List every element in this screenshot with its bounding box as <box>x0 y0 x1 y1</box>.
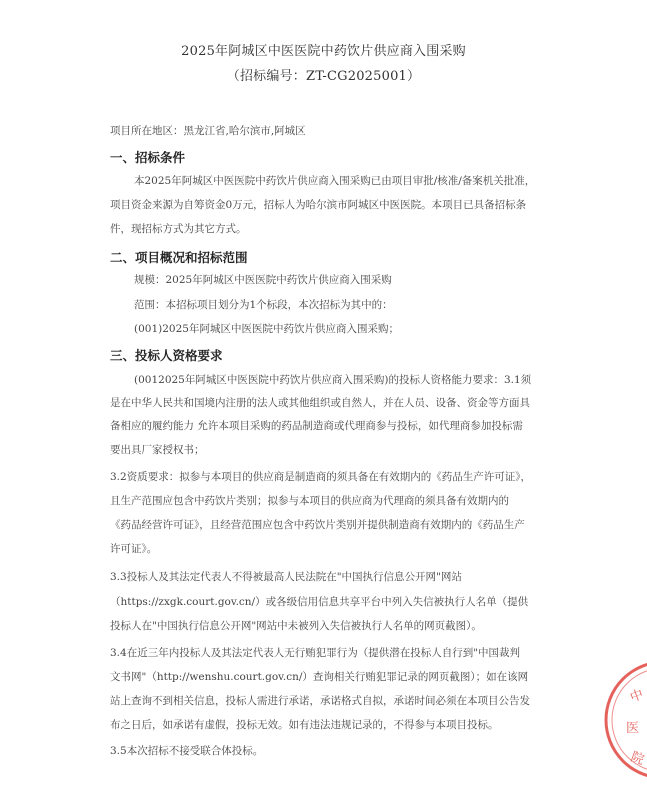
section-heading-project-overview: 二、项目概况和招标范围 <box>110 250 248 265</box>
lot-item: (001)2025年阿城区中医医院中药饮片供应商入围采购； <box>134 323 399 335</box>
paragraph-line: 是在中华人民共和国境内注册的法人或其他组织或自然人，并在人员、设备、资金等方面具 <box>110 397 530 409</box>
paragraph-line: 许可证》。 <box>110 543 158 555</box>
project-scope: 范围：本招标项目划分为1个标段，本次招标为其中的： <box>134 299 393 311</box>
project-location: 项目所在地区：黑龙江省,哈尔滨市,阿城区 <box>110 125 306 137</box>
svg-text:医: 医 <box>626 721 640 736</box>
section-heading-qualifications: 三、投标人资格要求 <box>110 348 223 363</box>
section-heading-bid-conditions: 一、招标条件 <box>110 150 186 165</box>
paragraph-line: 站上查询不到相关信息，投标人需进行承诺，承诺格式自拟，承诺时间必须在本项目公告发 <box>110 695 530 707</box>
bid-number: （招标编号：ZT-CG2025001） <box>226 69 421 84</box>
project-scale: 规模：2025年阿城区中医医院中药饮片供应商入围采购 <box>134 274 392 286</box>
document-title: 2025年阿城区中医医院中药饮片供应商入围采购 <box>181 44 466 59</box>
official-seal-stamp <box>602 650 647 790</box>
paragraph-line: 件，现招标方式为其它方式。 <box>110 223 247 235</box>
paragraph-line: 3.4在近三年内投标人及其法定代表人无行贿犯罪行为（提供潜在投标人自行到"中国裁判 <box>110 647 521 659</box>
paragraph-line: (0012025年阿城区中医医院中药饮片供应商入围采购)的投标人资格能力要求：3.1须 <box>134 374 532 386</box>
paragraph-line: 本2025年阿城区中医医院中药饮片供应商入围采购已由项目审批/核准/备案机关批准， <box>134 175 536 187</box>
paragraph-line: 《药品经营许可证》，且经营范围应包含中药饮片类别并提供制造商有效期内的《药品生产 <box>110 519 525 531</box>
paragraph-line: 要出具厂家授权书； <box>110 444 205 456</box>
svg-text:中: 中 <box>628 687 646 706</box>
svg-text:院: 院 <box>628 749 646 769</box>
paragraph-line: 3.3投标人及其法定代表人不得被最高人民法院在"中国执行信息公开网"网站 <box>110 571 462 583</box>
paragraph-line: 3.5本次招标不接受联合体投标。 <box>110 745 264 757</box>
paragraph-line: 投标人在"中国执行信息公开网"网站中未被列入失信被执行人名单的网页截图）。 <box>110 620 482 632</box>
paragraph-line: 项目资金来源为自筹资金0万元，招标人为哈尔滨市阿城区中医医院。本项目已具备招标条 <box>110 199 527 211</box>
paragraph-line: 且生产范围应包含中药饮片类别；拟参与本项目的供应商为代理商的须具备有效期内的 <box>110 495 509 507</box>
paragraph-line: 文书网"（http://wenshu.court.gov.cn/）查询相关行贿犯罪记录的网页截图）；如在该网 <box>110 671 529 683</box>
paragraph-line: 备相应的履约能力 允许本项目采购的药品制造商或代理商参与投标，如代理商参加投标需 <box>110 420 523 432</box>
paragraph-line: 布之日后，如承诺有虚假，投标无效。如有违法违规记录的，不得参与本项目投标。 <box>110 719 499 731</box>
paragraph-line: （https://zxgk.court.gov.cn/）或各级信用信息共享平台中列入失信被执行人名单（提供 <box>110 596 529 608</box>
paragraph-line: 3.2资质要求：拟参与本项目的供应商是制造商的须具备在有效期内的《药品生产许可证》， <box>110 471 531 483</box>
